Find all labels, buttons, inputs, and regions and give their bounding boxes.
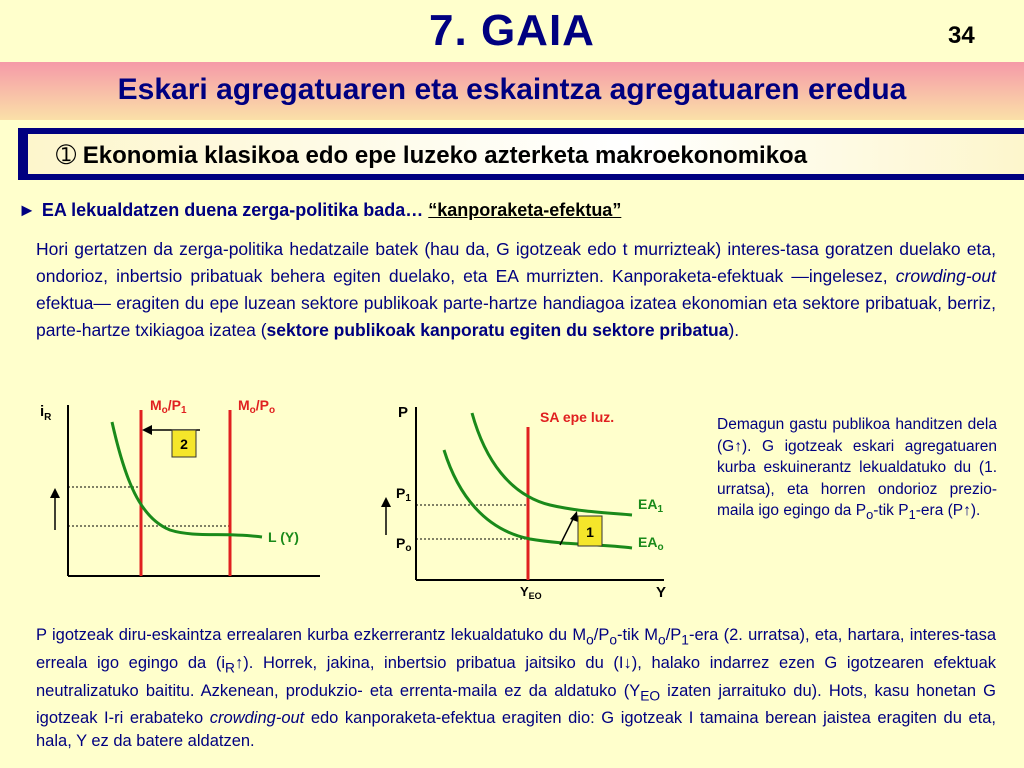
conclusion-text-8: edo kanporaketa-efektua eragiten dio: G igotzeak I tamaina berean jaistea eragiten du eta, hala, Y ez da batere aldatzen. — [36, 709, 996, 750]
conclusion-sub-3: o — [658, 632, 666, 648]
conclusion-sub-4: 1 — [681, 632, 689, 648]
conclusion-sub-5: R — [225, 660, 235, 676]
arrow-left-icon — [142, 425, 152, 435]
section-title-text: Ekonomia klasikoa edo epe luzeko azterketa makroekonomikoa — [82, 142, 808, 169]
paragraph-text-1: Hori gertatzen da zerga-politika hedatzaile batek (hau da, G igotzeak edo t murrizteak) interes-tasa goratzen duelako eta, ondorioz, inbertsio pribatuak behera egiten duelako, eta EA murrizten. Kanporaketa-efektuak —ingelesez, — [36, 239, 996, 286]
conclusion-text-2: /P — [593, 626, 610, 644]
page-subtitle: Eskari agregatuaren eta eskaintza agregatuaren eredua — [117, 73, 907, 106]
conclusion-sub-1: o — [586, 632, 594, 648]
conclusion-italic: crowding-out — [209, 709, 305, 728]
ad-curve-old-label: $EA_o$ — [638, 534, 664, 553]
shift-explanation — [717, 414, 997, 526]
explanation-sub-2: 1 — [908, 507, 916, 523]
paragraph-italic: crowding-out — [895, 266, 996, 286]
conclusion-sub-6: EO — [640, 687, 661, 703]
explanation-paragraph — [36, 236, 996, 344]
bullet-quote: “kanporaketa-efektua” — [428, 200, 622, 220]
conclusion-text-3: -tik M — [617, 626, 659, 644]
page-title: 7. GAIA — [429, 6, 595, 55]
ad-curve-new-label: $EA_1$ — [638, 496, 664, 515]
explanation-text-1: Demagun gastu publikoa handitzen dela (G↑). G igotzeak eskari agregatuaren kurba eskuinerantz lekualdatuko du (1. urratsa), eta horren ondorioz prezio-maila igo egingo da P — [717, 416, 997, 519]
section-title — [56, 141, 807, 170]
supply-old-label: $M_o/P_o$ — [238, 397, 276, 416]
step-2-label: 2 — [180, 436, 188, 452]
conclusion-text-7: izaten jarraituko du). Hots, kasu honetan G igotzeak I-ri erabateko — [36, 681, 996, 728]
conclusion-sub-2: o — [609, 632, 618, 648]
money-market-diagram — [30, 390, 330, 590]
bullet-line — [18, 200, 621, 221]
conclusion-text-5: -era (2. urratsa), eta, hartara, interes-tasa erreala igo egingo da (i — [36, 626, 997, 672]
circled-digit-one-icon: ➀ — [56, 142, 77, 169]
y-axis-label: P — [398, 404, 409, 421]
money-demand-label: L (Y) — [268, 529, 299, 545]
bullet-text: EA lekualdatzen duena zerga-politika bada… — [41, 200, 429, 220]
arrow-up-icon — [50, 488, 60, 498]
ad-curve-new — [472, 413, 632, 515]
ad-shift-arrow — [560, 517, 574, 545]
page-number: 34 — [948, 22, 975, 49]
explanation-text-3: -era (P↑). — [915, 502, 981, 519]
triangle-bullet-icon: ► — [18, 200, 36, 220]
arrow-up-icon — [381, 497, 391, 507]
arrow-icon — [570, 511, 578, 522]
yeo-label: $Y_{EO}$ — [520, 584, 542, 601]
explanation-text-2: -tik P — [873, 502, 909, 519]
paragraph-text-3: ). — [728, 320, 740, 340]
y-axis-label: $i_R$ — [40, 403, 52, 423]
step-1-label: 1 — [586, 524, 594, 540]
x-axis-label: Y — [656, 584, 667, 601]
long-run-supply-label: SA epe luz. — [540, 409, 615, 425]
p1-label: $P_1$ — [396, 485, 411, 504]
p0-label: $P_o$ — [396, 535, 412, 554]
conclusion-paragraph — [36, 624, 996, 752]
conclusion-text-4: /P — [665, 626, 682, 644]
conclusion-text-1: P igotzeak diru-eskaintza errealaren kurba ezkerrerantz lekualdatuko du M — [36, 626, 587, 644]
conclusion-text-6: ↑). Horrek, jakina, inbertsio pribatua jaitsiko du (I↓), halako indarrez ezen G igotzearen efektuak neutralizatuko baititu. Azkenean, produkzio- eta errenta-maila ez da aldatuko (Y — [36, 653, 996, 700]
ad-curve-old — [444, 450, 632, 548]
paragraph-bold: sektore publikoak kanporatu egiten du sektore pribatua — [266, 320, 729, 340]
explanation-sub-1: o — [866, 507, 874, 523]
paragraph-text-2: efektua— eragiten du epe luzean sektore publikoak parte-hartze handiagoa izatea ekonomian eta sektore pribatuak, berriz, parte-hartze txikiagoa izatea ( — [36, 293, 996, 340]
supply-new-label: $M_o/P_1$ — [150, 397, 187, 416]
ad-as-diagram — [380, 395, 680, 610]
